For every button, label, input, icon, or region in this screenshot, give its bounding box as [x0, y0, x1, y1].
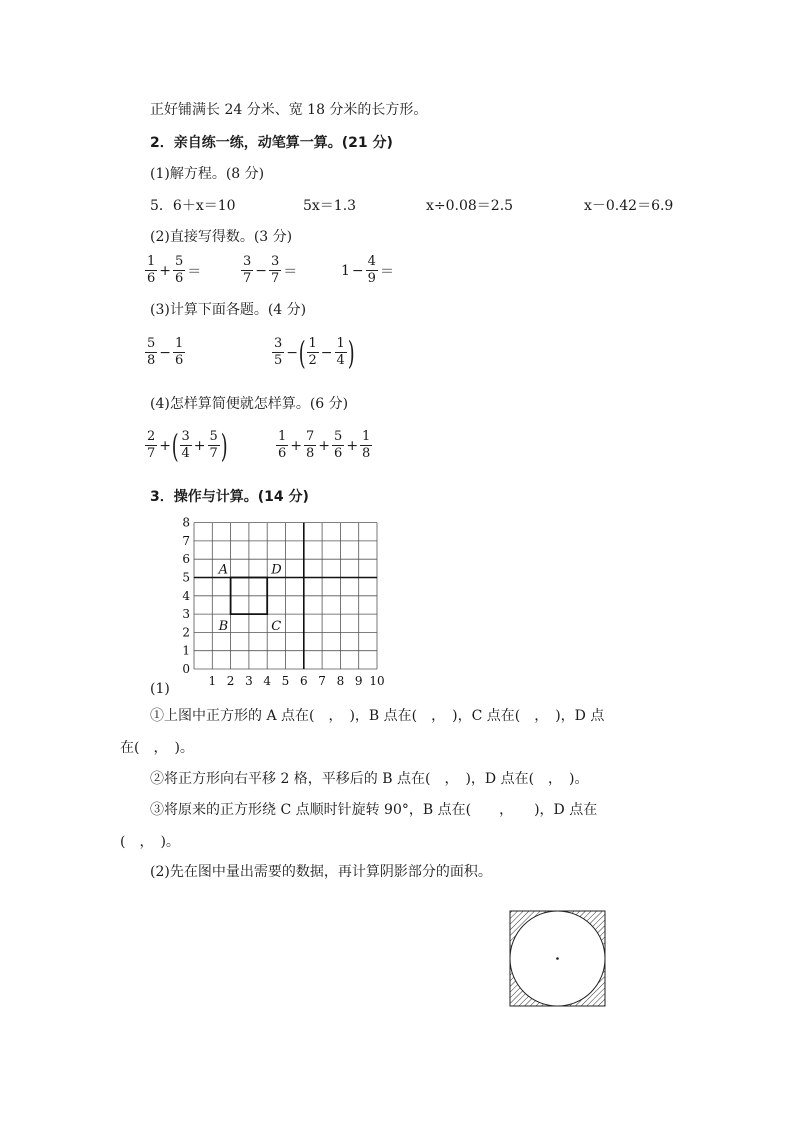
- fraction: $\frac{3}{5}$: [274, 336, 283, 368]
- center-dot: [556, 957, 559, 960]
- fraction: $\frac{5}{7}$: [209, 429, 218, 461]
- intro-line: 正好铺满长 24 分米、宽 18 分米的长方形。: [150, 102, 428, 118]
- y-tick-label: 4: [182, 588, 190, 603]
- fraction: $\frac{4}{9}$: [367, 254, 376, 286]
- equation-1: 5．6＋x＝10: [150, 198, 236, 214]
- point-label-a: A: [218, 562, 228, 578]
- operator: +: [159, 437, 172, 454]
- x-tick-label: 10: [369, 674, 385, 688]
- left-paren: (: [298, 333, 306, 372]
- y-tick-label: 2: [182, 625, 190, 640]
- x-tick-label: 3: [245, 674, 253, 688]
- operator: +: [290, 437, 303, 454]
- x-tick-label: 4: [263, 674, 272, 688]
- shaded-square-figure: [508, 909, 608, 1009]
- fraction: $\frac{1}{6}$: [175, 336, 184, 368]
- fraction: $\frac{5}{8}$: [147, 336, 156, 368]
- operator: −: [286, 344, 299, 361]
- operator: +: [193, 437, 206, 454]
- fraction: $\frac{1}{8}$: [362, 429, 371, 461]
- right-paren: ): [220, 426, 228, 465]
- q2-p4-title: (4)怎样算简便就怎样算。(6 分): [150, 396, 349, 412]
- equals: ＝: [379, 263, 394, 280]
- s3-line2: ( ， )。: [120, 834, 180, 850]
- operator: +: [346, 437, 359, 454]
- coordinate-grid: [170, 515, 390, 695]
- whole-number: 1: [341, 262, 350, 279]
- sub1-label: (1): [150, 681, 170, 697]
- simplify-item-1: [144, 426, 228, 465]
- y-tick-label: 8: [182, 515, 190, 530]
- fraction: $\frac{1}{2}$: [308, 336, 317, 368]
- q3-title: 3．操作与计算。(14 分): [150, 489, 309, 505]
- right-paren: ): [347, 333, 355, 372]
- operator: −: [159, 344, 172, 361]
- calc-item-2: [271, 333, 355, 372]
- fraction: $\frac{5}{6}$: [175, 254, 184, 286]
- fraction: $\frac{2}{7}$: [147, 429, 156, 461]
- y-tick-label: 3: [182, 607, 190, 622]
- oral-item-3: [340, 254, 395, 287]
- operator: +: [159, 262, 172, 279]
- operator: −: [351, 262, 364, 279]
- sub2-line: (2)先在图中量出需要的数据，再计算阴影部分的面积。: [150, 864, 492, 880]
- s3-line1: ③将原来的正方形绕 C 点顺时针旋转 90°，B 点在( ， )，D 点在: [150, 802, 598, 818]
- y-tick-label: 0: [182, 662, 190, 676]
- x-tick-label: 6: [299, 674, 308, 688]
- fraction: $\frac{3}{4}$: [181, 429, 190, 461]
- q2-p2-title: (2)直接写得数。(3 分): [150, 229, 293, 245]
- equals: ＝: [283, 263, 298, 280]
- equation-4: x－0.42＝6.9: [584, 198, 674, 214]
- fraction: $\frac{1}{6}$: [278, 429, 287, 461]
- oral-item-2: [240, 254, 298, 287]
- fraction: $\frac{3}{7}$: [243, 254, 252, 286]
- q2-p3-title: (3)计算下面各题。(4 分): [150, 302, 307, 318]
- s2-line: ②将正方形向右平移 2 格，平移后的 B 点在( ， )，D 点在( ， )。: [150, 771, 589, 787]
- q2-title: 2．亲自练一练，动笔算一算。(21 分): [150, 135, 393, 151]
- s1-line2: 在( ， )。: [120, 740, 194, 756]
- y-tick-label: 7: [182, 533, 190, 548]
- x-tick-label: 9: [354, 674, 363, 688]
- x-tick-label: 5: [281, 674, 290, 688]
- y-tick-label: 6: [182, 552, 190, 567]
- fraction: $\frac{7}{8}$: [306, 429, 315, 461]
- point-label-b: B: [218, 619, 229, 635]
- simplify-item-2: [275, 429, 373, 462]
- equation-2: 5x＝1.3: [303, 198, 357, 214]
- fraction: $\frac{1}{4}$: [336, 336, 345, 368]
- point-label-c: C: [271, 619, 282, 635]
- x-tick-label: 2: [226, 674, 235, 688]
- x-tick-label: 8: [336, 674, 345, 688]
- left-paren: (: [171, 426, 179, 465]
- operator: −: [320, 344, 333, 361]
- fraction: $\frac{5}{6}$: [334, 429, 343, 461]
- y-tick-label: 1: [182, 643, 190, 658]
- x-tick-label: 7: [318, 674, 326, 688]
- equation-3: x÷0.08＝2.5: [426, 198, 514, 214]
- y-tick-label: 5: [182, 570, 190, 585]
- calc-item-1: [144, 336, 186, 369]
- fraction: $\frac{1}{6}$: [147, 254, 156, 286]
- x-tick-label: 1: [208, 674, 217, 688]
- point-label-d: D: [271, 562, 282, 578]
- operator: −: [255, 262, 268, 279]
- equals: ＝: [187, 263, 202, 280]
- oral-item-1: [144, 254, 202, 287]
- s1-line1: ①上图中正方形的 A 点在( ， )，B 点在( ， )，C 点在( ， )，D 点: [150, 708, 605, 724]
- operator: +: [318, 437, 331, 454]
- fraction: $\frac{3}{7}$: [271, 254, 280, 286]
- q2-p1-title: (1)解方程。(8 分): [150, 166, 265, 182]
